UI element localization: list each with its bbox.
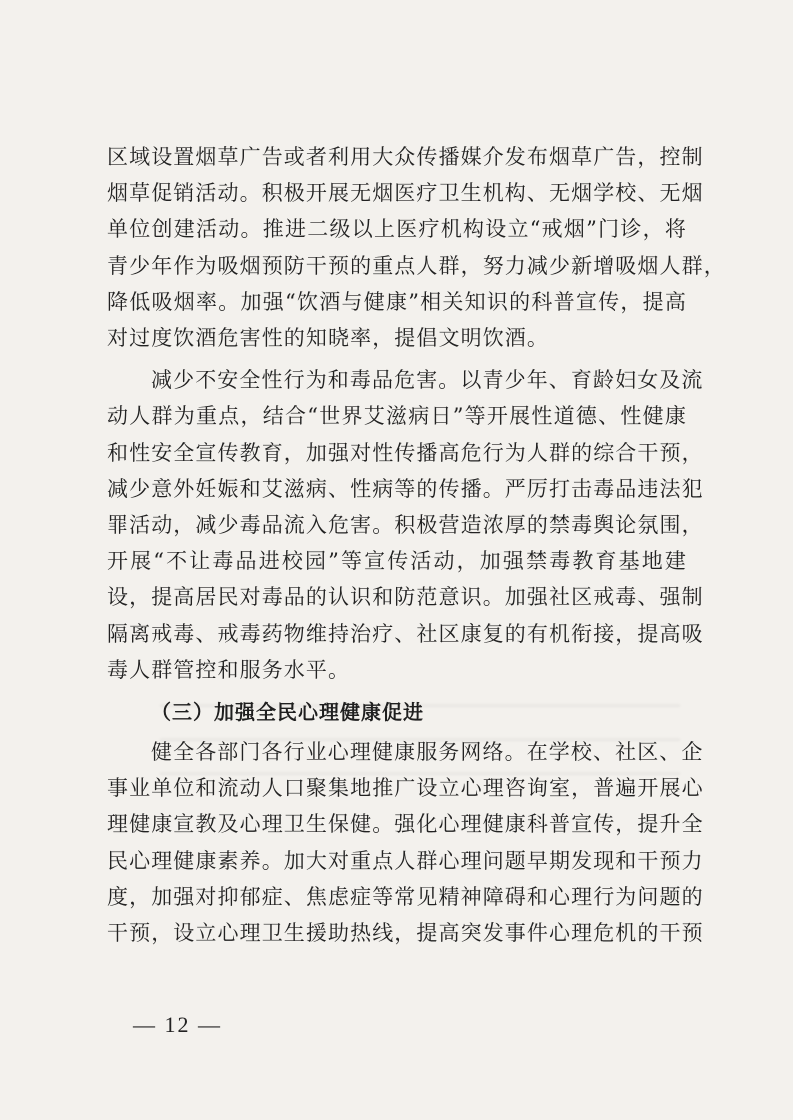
paragraph-line: 青少年作为吸烟预防干预的重点人群，努力减少新增吸烟人群， bbox=[107, 253, 726, 278]
paragraph-line: 毒人群管控和服务水平。 bbox=[107, 657, 351, 682]
page-number: — 12 — bbox=[133, 1012, 222, 1037]
paragraph-line: 事业单位和流动人口聚集地推广设立心理咨询室，普遍开展心 bbox=[107, 776, 704, 801]
paragraph-line: 单位创建活动。推进二级以上医疗机构设立“戒烟”门诊，将 bbox=[107, 217, 687, 242]
paragraph-line: 降低吸烟率。加强“饮酒与健康”相关知识的科普宣传，提高 bbox=[107, 289, 687, 314]
paragraph-line: 和性安全宣传教育，加强对性传播高危行为人群的综合干预， bbox=[107, 440, 704, 465]
paragraph-line: 开展“不让毒品进校园”等宣传活动，加强禁毒教育基地建 bbox=[107, 549, 687, 574]
section-heading: （三）加强全民心理健康促进 bbox=[151, 700, 424, 725]
paragraph-line: 度，加强对抑郁症、焦虑症等常见精神障碍和心理行为问题的 bbox=[107, 884, 704, 909]
paragraph-line: 减少意外妊娠和艾滋病、性病等的传播。严厉打击毒品违法犯 bbox=[107, 476, 704, 501]
paragraph-line: 罪活动，减少毒品流入危害。积极营造浓厚的禁毒舆论氛围， bbox=[107, 513, 704, 538]
paragraph-mental-health bbox=[107, 734, 704, 951]
paragraph-line: 区域设置烟草广告或者利用大众传播媒介发布烟草广告，控制 bbox=[107, 145, 704, 169]
paragraph-line: 理健康宣教及心理卫生保健。强化心理健康科普宣传，提升全 bbox=[107, 812, 704, 837]
page-body bbox=[107, 139, 726, 957]
paragraph-line: 动人群为重点，结合“世界艾滋病日”等开展性道德、性健康 bbox=[107, 404, 687, 429]
paragraph-line: 隔离戒毒、戒毒药物维持治疗、社区康复的有机衔接，提高吸 bbox=[107, 621, 704, 646]
paragraph-line: 健全各部门各行业心理健康服务网络。在学校、社区、企 bbox=[151, 740, 704, 765]
paragraph-line: 设，提高居民对毒品的认识和防范意识。加强社区戒毒、强制 bbox=[107, 585, 704, 610]
paragraph-line: 对过度饮酒危害性的知晓率，提倡文明饮酒。 bbox=[107, 326, 549, 351]
paragraph-line: 减少不安全性行为和毒品危害。以青少年、育龄妇女及流 bbox=[151, 368, 704, 393]
paragraph-line: 干预，设立心理卫生援助热线，提高突发事件心理危机的干预 bbox=[107, 921, 704, 946]
paragraph-line: 民心理健康素养。加大对重点人群心理问题早期发现和干预力 bbox=[107, 848, 704, 873]
paragraph-line: 烟草促销活动。积极开展无烟医疗卫生机构、无烟学校、无烟 bbox=[107, 181, 704, 206]
paragraph-unsafe-behavior-drugs bbox=[107, 362, 704, 688]
paragraph-tobacco-alcohol bbox=[107, 139, 726, 356]
